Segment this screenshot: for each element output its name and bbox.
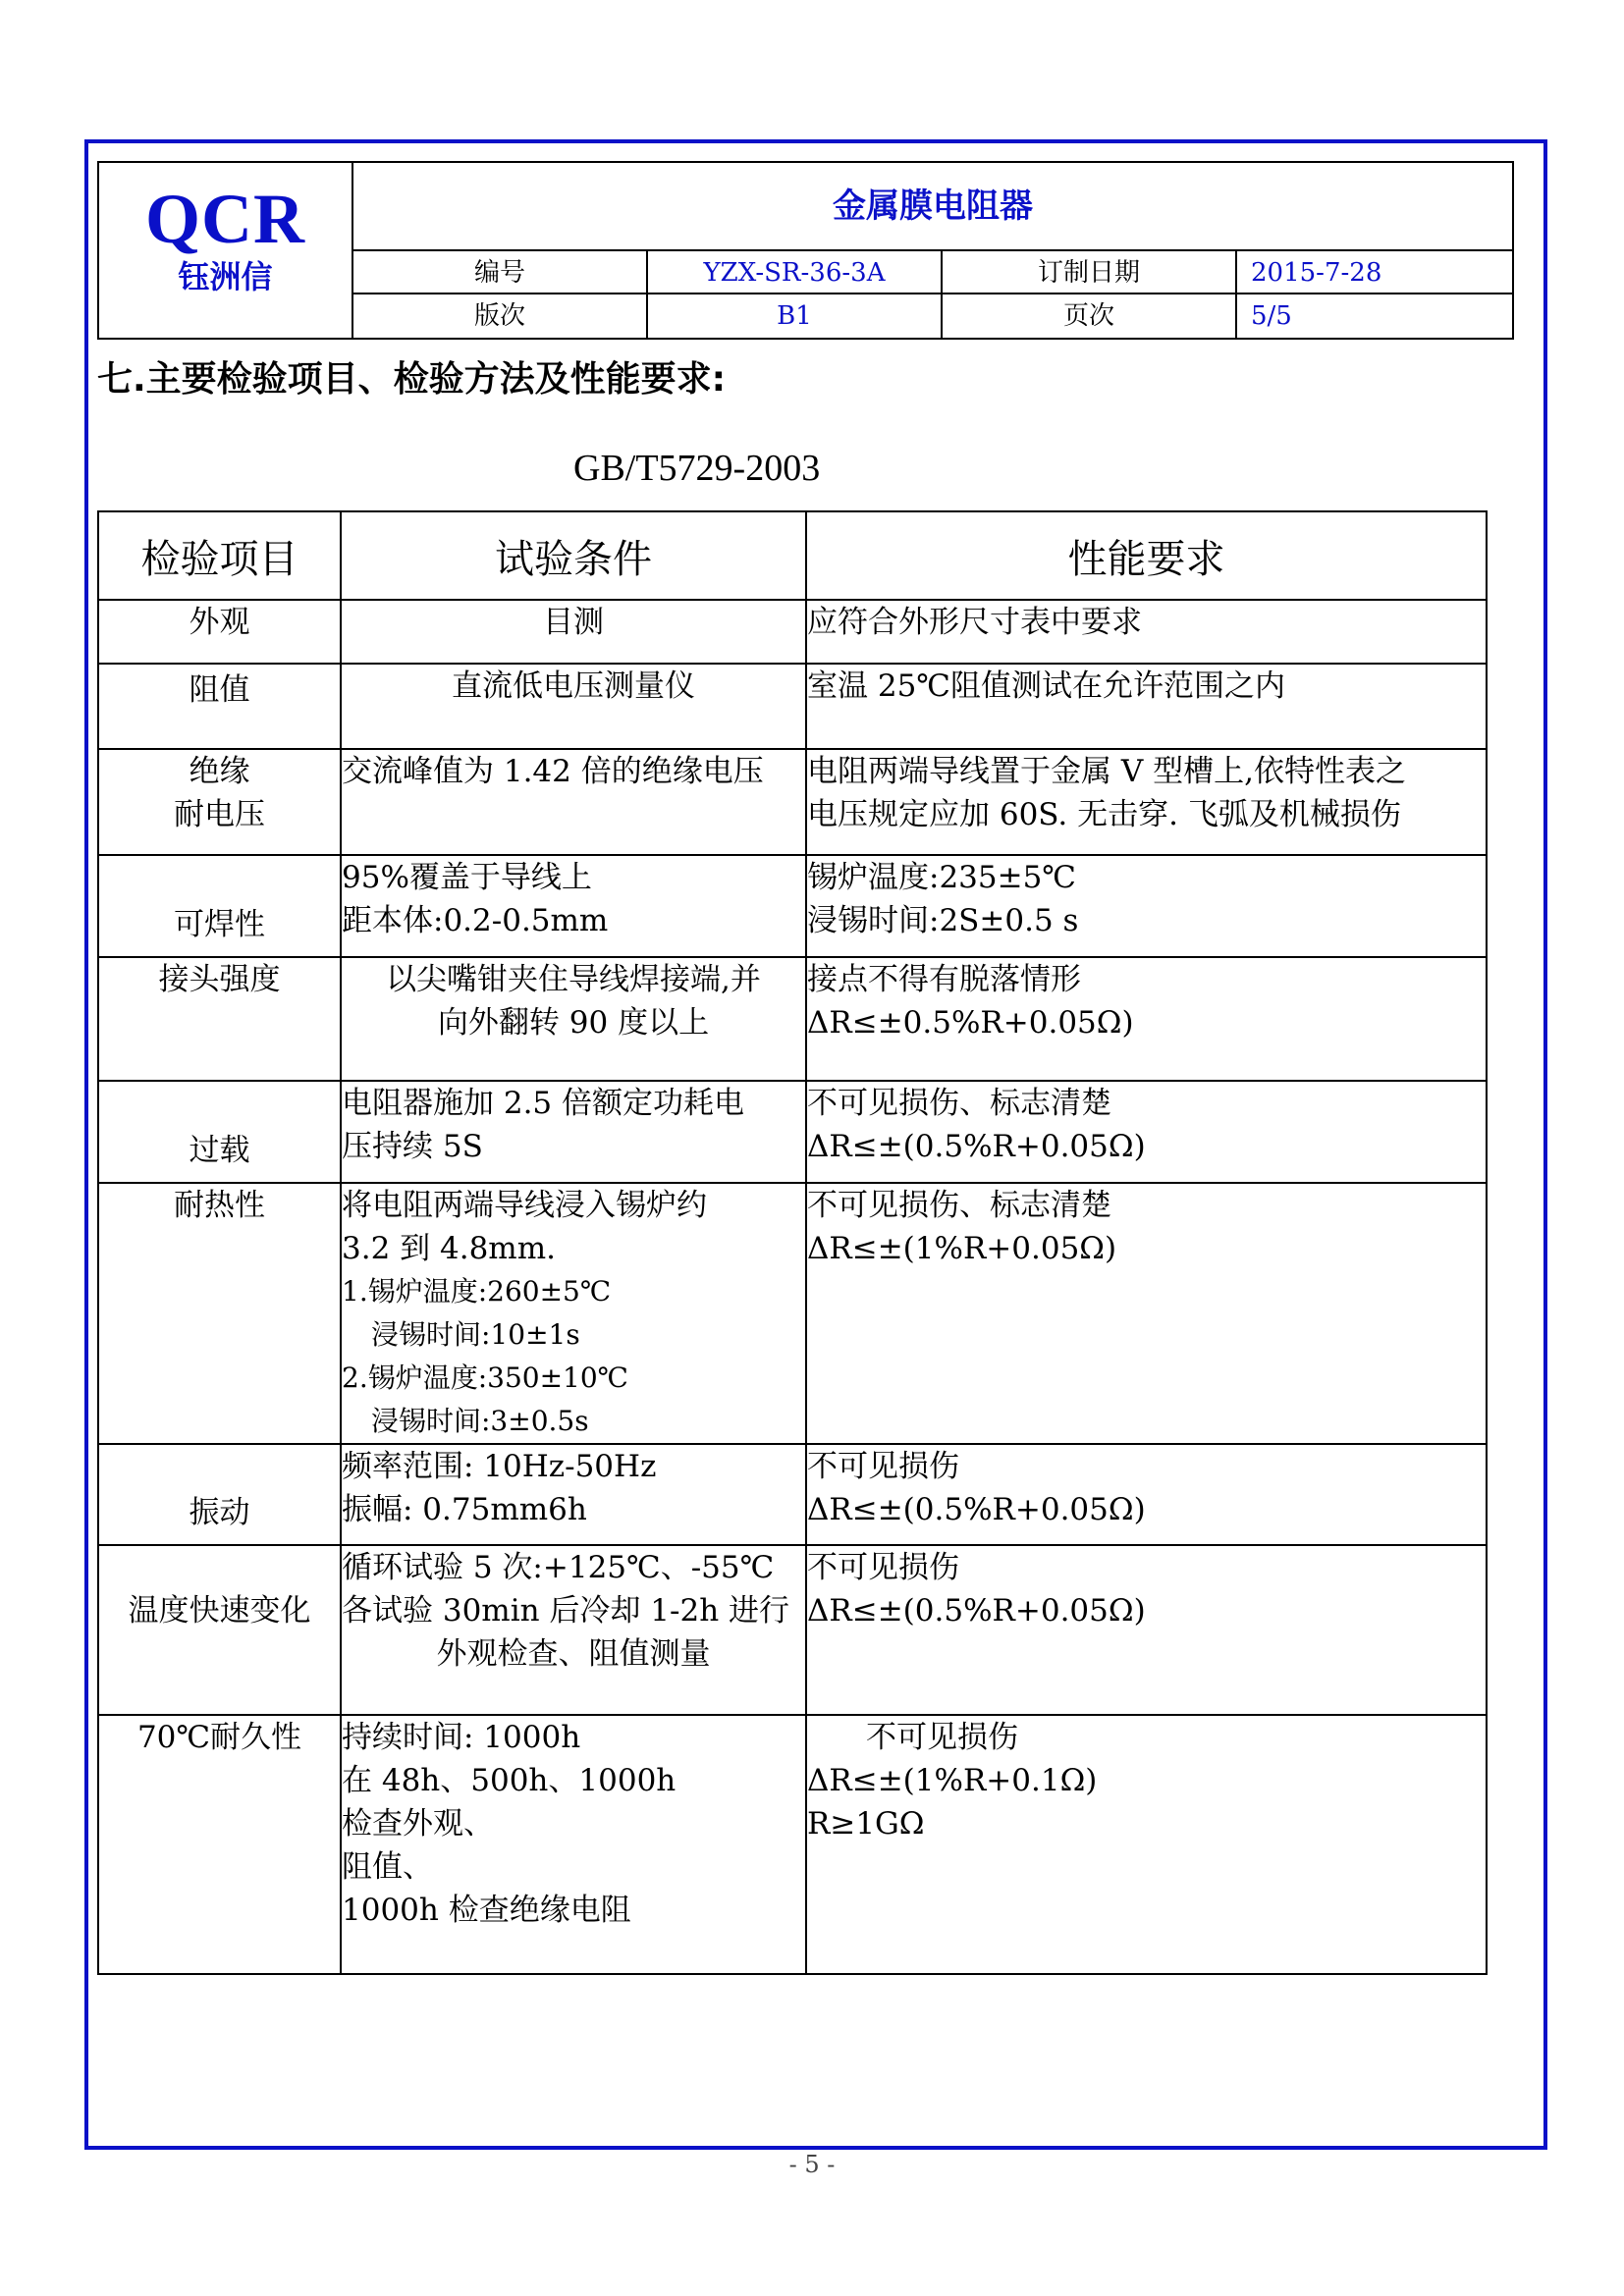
condition-line: 3.2 到 4.8mm.	[342, 1231, 556, 1266]
requirement-line: 电阻两端导线置于金属 V 型槽上,依特性表之	[807, 754, 1406, 789]
cell-item	[98, 1715, 341, 1974]
field-value-version: B1	[648, 294, 943, 338]
requirement-line: ΔR≤±(0.5%R+0.05Ω)	[807, 1593, 1146, 1629]
condition-line: 浸锡时间:10±1s	[371, 1318, 580, 1351]
column-header-requirement: 性能要求	[806, 511, 1487, 600]
item-line: 温度快速变化	[128, 1593, 311, 1629]
cell-condition	[341, 855, 806, 957]
condition-line: 浸锡时间:3±0.5s	[371, 1405, 589, 1437]
cell-requirement	[806, 749, 1487, 855]
condition-line: 2.锡炉温度:350±10℃	[342, 1362, 629, 1394]
cell-item	[98, 1183, 341, 1444]
field-label-version: 版次	[353, 294, 648, 338]
condition-line: 振幅: 0.75mm6h	[342, 1492, 587, 1527]
field-value-code: YZX-SR-36-3A	[648, 251, 943, 294]
requirement-line: 锡炉温度:235±5℃	[807, 860, 1076, 895]
requirement-line: 不可见损伤	[866, 1720, 1018, 1755]
requirement-line: ΔR≤±0.5%R+0.05Ω)	[807, 1005, 1134, 1041]
condition-line: 频率范围: 10Hz-50Hz	[342, 1449, 657, 1484]
condition-line: 1.锡炉温度:260±5℃	[342, 1275, 612, 1308]
cell-condition	[341, 600, 806, 664]
cell-condition	[341, 1444, 806, 1545]
item-line: 70℃耐久性	[136, 1720, 302, 1755]
cell-condition	[341, 1545, 806, 1715]
cell-requirement	[806, 855, 1487, 957]
condition-line: 95%覆盖于导线上	[342, 860, 592, 895]
company-name: 钰洲信	[178, 258, 273, 295]
logo-text: QCR	[145, 180, 305, 258]
cell-item	[98, 1444, 341, 1545]
condition-line: 交流峰值为 1.42 倍的绝缘电压	[342, 754, 764, 789]
requirement-line: ΔR≤±(1%R+0.1Ω)	[807, 1763, 1098, 1798]
cell-item	[98, 749, 341, 855]
page-number: - 5 -	[788, 2151, 836, 2178]
table-row	[98, 1183, 1487, 1444]
document-header	[97, 161, 1514, 340]
field-value-date: 2015-7-28	[1237, 251, 1512, 294]
condition-line: 电阻器施加 2.5 倍额定功耗电	[342, 1086, 745, 1121]
requirement-line: 不可见损伤、标志清楚	[807, 1188, 1111, 1223]
requirement-line: 浸锡时间:2S±0.5 s	[807, 903, 1079, 938]
table-row	[98, 957, 1487, 1081]
cell-requirement	[806, 1715, 1487, 1974]
cell-item	[98, 1081, 341, 1183]
table-row	[98, 855, 1487, 957]
condition-line: 压持续 5S	[342, 1129, 483, 1164]
table-row	[98, 1545, 1487, 1715]
table-row	[98, 1444, 1487, 1545]
table-row	[98, 664, 1487, 749]
field-label-date: 订制日期	[943, 251, 1237, 294]
condition-line: 检查外观、	[342, 1806, 494, 1842]
cell-item	[98, 600, 341, 664]
field-value-page: 5/5	[1251, 301, 1292, 331]
requirement-line: ΔR≤±(1%R+0.05Ω)	[807, 1231, 1117, 1266]
cell-item	[98, 664, 341, 749]
column-header-condition: 试验条件	[341, 511, 806, 600]
cell-condition	[341, 1183, 806, 1444]
requirement-line: 电压规定应加 60S. 无击穿. 飞弧及机械损伤	[807, 797, 1401, 832]
item-line: 耐热性	[174, 1188, 265, 1223]
document-title: 金属膜电阻器	[353, 163, 1512, 251]
condition-line: 距本体:0.2-0.5mm	[342, 903, 609, 938]
requirement-line: 不可见损伤	[807, 1449, 959, 1484]
table-row	[98, 1081, 1487, 1183]
standard-code: GB/T5729-2003	[573, 448, 821, 489]
condition-line: 1000h 检查绝缘电阻	[342, 1893, 631, 1928]
condition-line: 持续时间: 1000h	[342, 1720, 581, 1755]
cell-requirement	[806, 1444, 1487, 1545]
condition-line: 目测	[543, 605, 604, 640]
cell-requirement	[806, 1545, 1487, 1715]
item-line: 绝缘	[189, 754, 250, 789]
cell-condition	[341, 1715, 806, 1974]
cell-condition	[341, 1081, 806, 1183]
condition-line: 将电阻两端导线浸入锡炉约	[342, 1188, 707, 1223]
condition-line: 向外翻转 90 度以上	[437, 1005, 710, 1041]
item-line: 接头强度	[158, 962, 281, 997]
table-row	[98, 1715, 1487, 1974]
section-title: 七.主要检验项目、检验方法及性能要求:	[97, 359, 727, 400]
cell-item	[98, 1545, 341, 1715]
requirement-line: 不可见损伤、标志清楚	[807, 1086, 1111, 1121]
requirement-line: ΔR≤±(0.5%R+0.05Ω)	[807, 1492, 1146, 1527]
cell-requirement	[806, 664, 1487, 749]
field-label-page: 页次	[943, 294, 1237, 338]
requirement-line: 室温 25℃阻值测试在允许范围之内	[807, 668, 1285, 704]
cell-condition	[341, 664, 806, 749]
cell-requirement	[806, 1183, 1487, 1444]
item-line: 外观	[189, 605, 250, 640]
table-row	[98, 600, 1487, 664]
requirement-line: R≥1GΩ	[807, 1806, 925, 1842]
requirement-line: 应符合外形尺寸表中要求	[807, 605, 1142, 640]
cell-item	[98, 855, 341, 957]
condition-line: 在 48h、500h、1000h	[342, 1763, 677, 1798]
condition-line: 阻值、	[342, 1849, 433, 1885]
company-logo	[99, 163, 353, 338]
cell-requirement	[806, 600, 1487, 664]
condition-line: 各试验 30min 后冷却 1-2h 进行	[342, 1593, 790, 1629]
cell-condition	[341, 749, 806, 855]
table-row	[98, 749, 1487, 855]
cell-requirement	[806, 957, 1487, 1081]
field-label-code: 编号	[353, 251, 648, 294]
requirement-line: 不可见损伤	[807, 1550, 959, 1585]
item-line: 过载	[189, 1133, 250, 1168]
table-header-row	[98, 511, 1487, 600]
cell-requirement	[806, 1081, 1487, 1183]
requirement-line: 接点不得有脱落情形	[807, 962, 1081, 997]
item-line: 可焊性	[174, 907, 265, 942]
condition-line: 以尖嘴钳夹住导线焊接端,并	[386, 962, 761, 997]
item-line: 耐电压	[174, 797, 265, 832]
column-header-item: 检验项目	[98, 511, 341, 600]
condition-line: 直流低电压测量仪	[452, 668, 695, 704]
condition-line: 外观检查、阻值测量	[436, 1636, 711, 1672]
requirement-line: ΔR≤±(0.5%R+0.05Ω)	[807, 1129, 1146, 1164]
condition-line: 循环试验 5 次:+125℃、-55℃	[342, 1550, 775, 1585]
cell-item	[98, 957, 341, 1081]
cell-condition	[341, 957, 806, 1081]
item-line: 振动	[189, 1495, 250, 1530]
item-line: 阻值	[189, 672, 250, 708]
inspection-table	[97, 510, 1488, 1975]
